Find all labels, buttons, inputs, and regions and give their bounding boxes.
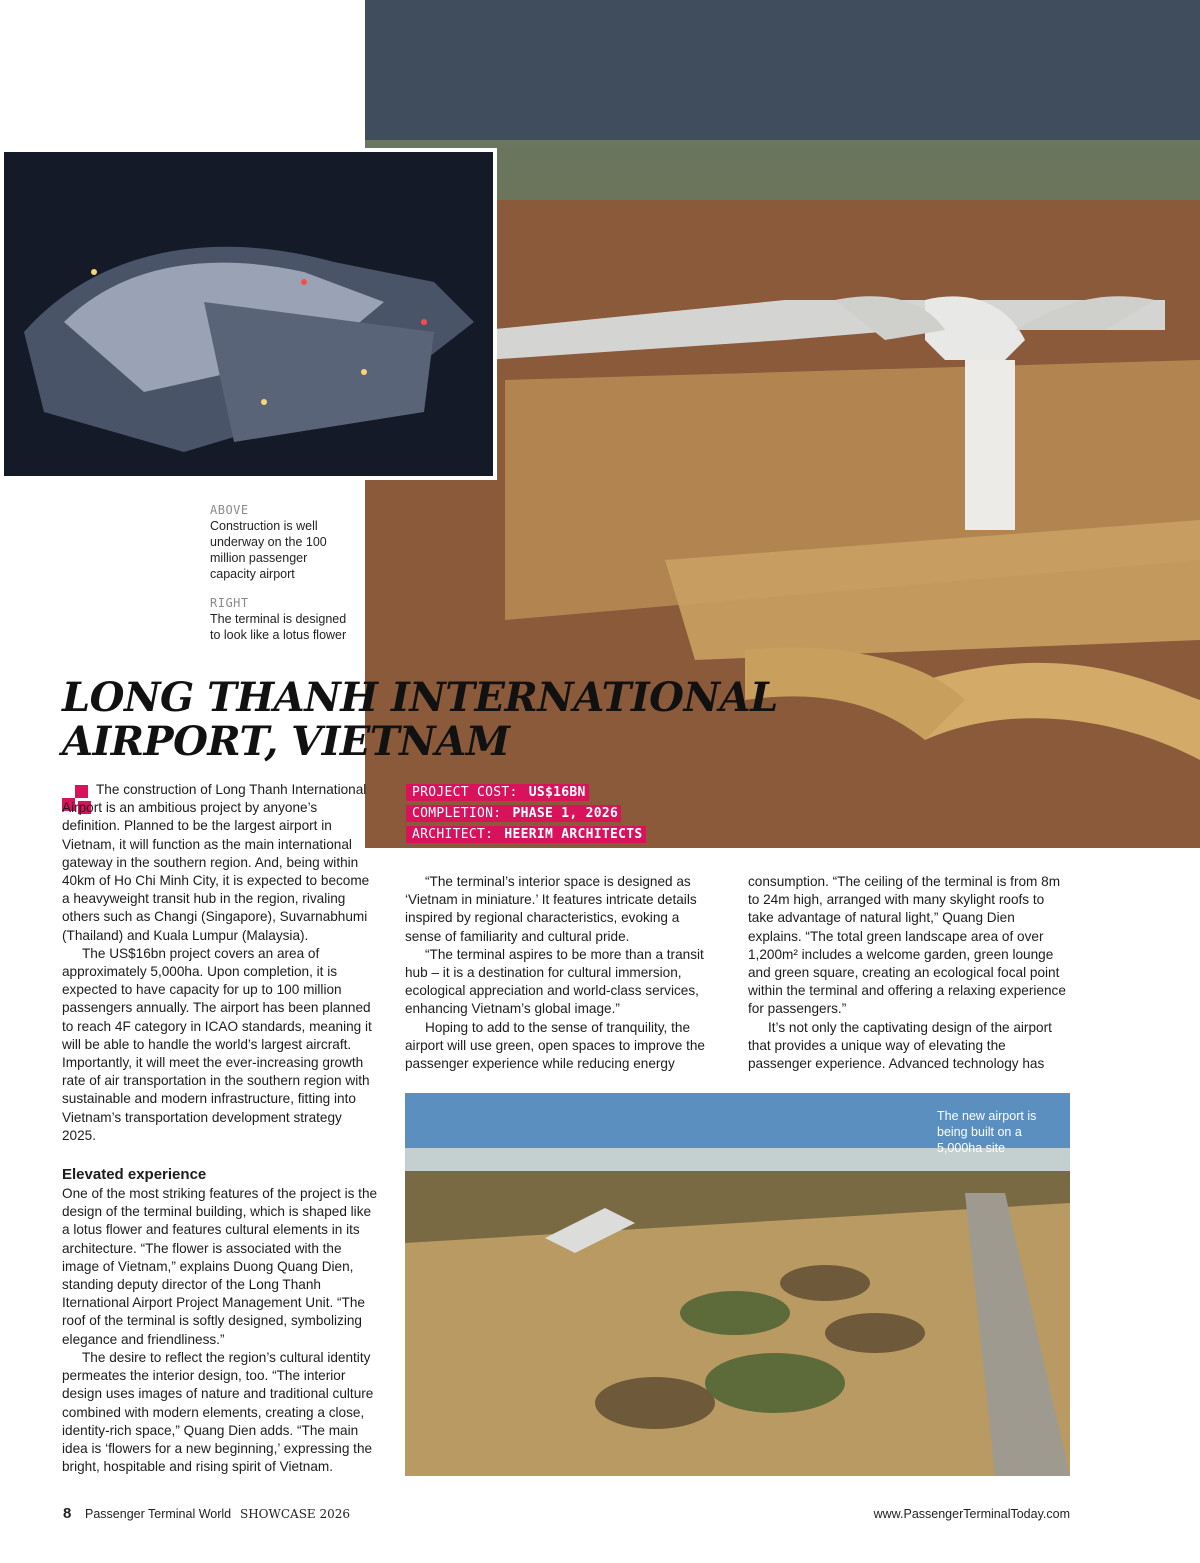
article-title bbox=[62, 676, 778, 764]
title-line-2: AIRPORT, VIETNAM bbox=[62, 718, 510, 765]
website-url: www.PassengerTerminalToday.com bbox=[873, 1507, 1070, 1521]
fact-project-cost: PROJECT COST: US$16BN bbox=[406, 783, 646, 801]
col2-paragraph-1: “The terminal’s interior space is designed as ‘Vietnam in miniature.’ It features intricate details inspired by regional characteristics, evoking a sense of familiarity and cultural pride. bbox=[405, 874, 697, 944]
caption-above-tag: ABOVE bbox=[210, 503, 249, 517]
caption-above bbox=[210, 502, 340, 582]
col3-paragraph-2: It’s not only the captivating design of the airport that provides a unique way of elevating the passenger experience. Advanced technology has bbox=[748, 1019, 1052, 1072]
col1-paragraph-1: The construction of Long Thanh International Airport is an ambitious project by anyone’s definition. Planned to be the largest airport in Vietnam, it will function as the main international gateway in the southern region. And, being within 40km of Ho Chi Minh City, it is expected to become a heavyweight transit hub in the region, rivaling others such as Changi (Singapore), Suvarnabhumi (Thailand) and Kuala Lumpur (Malaysia). bbox=[62, 782, 370, 943]
col1-paragraph-3: One of the most striking features of the project is the design of the terminal building, which is shaped like a lotus flower and features cultural elements in its architecture. “The flower is associated with the image of Vietnam,” explains Duong Quang Dien, standing deputy director of the Long Thanh Iternational Airport Project Management Unit. “The roof of the terminal is softly designed, symbolizing elegance and friendliness.” bbox=[62, 1186, 378, 1347]
col2-paragraph-2: “The terminal aspires to be more than a transit hub – it is a destination for cultural immersion, ecological appreciation and world-class services, enhancing Vietnam’s global image.” bbox=[405, 946, 704, 1017]
col2-paragraph-3: Hoping to add to the sense of tranquility, the airport will use green, open spaces to improve the passenger experience while reducing energy bbox=[405, 1019, 705, 1072]
caption-right-text: The terminal is designed to look like a lotus flower bbox=[210, 612, 347, 642]
fact-box bbox=[406, 783, 646, 846]
col1-paragraph-4: The desire to reflect the region’s cultural identity permeates the interior design, too. “The interior design uses images of nature and traditional culture combined with modern elements, creating a close, identity-rich space,” Quang Dien adds. “The main idea is ‘flowers for a new beginning,’ expressing the bright, hospitable and rising spirit of Vietnam. bbox=[62, 1349, 374, 1475]
terminal-night-illustration bbox=[4, 152, 493, 476]
column-3 bbox=[748, 873, 1070, 1073]
publication-name: Passenger Terminal World bbox=[85, 1507, 232, 1521]
column-1 bbox=[62, 781, 378, 1476]
col1-paragraph-2: The US$16bn project covers an area of approximately 5,000ha. Upon completion, it is expected to have capacity for up to 100 million passengers annually. The airport has been planned to reach 4F category in ICAO standards, meaning it will be able to handle the world’s largest aircraft. Importantly, it will meet the ever-increasing growth rate of air transportation in the southern region with sustainable and modern infrastructure, fitting into Vietnam’s transportation development strategy 2025. bbox=[62, 945, 372, 1143]
issue-name: SHOWCASE 2026 bbox=[240, 1507, 351, 1521]
caption-right-tag: RIGHT bbox=[210, 596, 249, 610]
col3-paragraph-1: consumption. “The ceiling of the terminal is from 8m to 24m high, arranged with many skylight roofs to take advantage of natural light,” Quang Dien explains. “The total green landscape area of over 1,200m² includes a welcome garden, green lounge and green square, creating an ecological focal point within the terminal and offering a relaxing experience for passengers.” bbox=[748, 874, 1066, 1017]
subhead: Elevated experience bbox=[62, 1166, 207, 1184]
page-number: 8 bbox=[63, 1505, 72, 1522]
fact-architect: ARCHITECT: HEERIM ARCHITECTS bbox=[406, 825, 646, 843]
caption-above-text: Construction is well underway on the 100 million passenger capacity airport bbox=[210, 519, 327, 581]
inset-night-photo bbox=[0, 148, 497, 480]
fact-completion: COMPLETION: PHASE 1, 2026 bbox=[406, 804, 646, 822]
column-2 bbox=[405, 873, 710, 1073]
title-line-1: LONG THANH INTERNATIONAL bbox=[62, 674, 778, 721]
caption-right bbox=[210, 595, 355, 643]
caption-bottom-photo: The new airport is being built on a 5,000ha site bbox=[937, 1109, 1037, 1155]
